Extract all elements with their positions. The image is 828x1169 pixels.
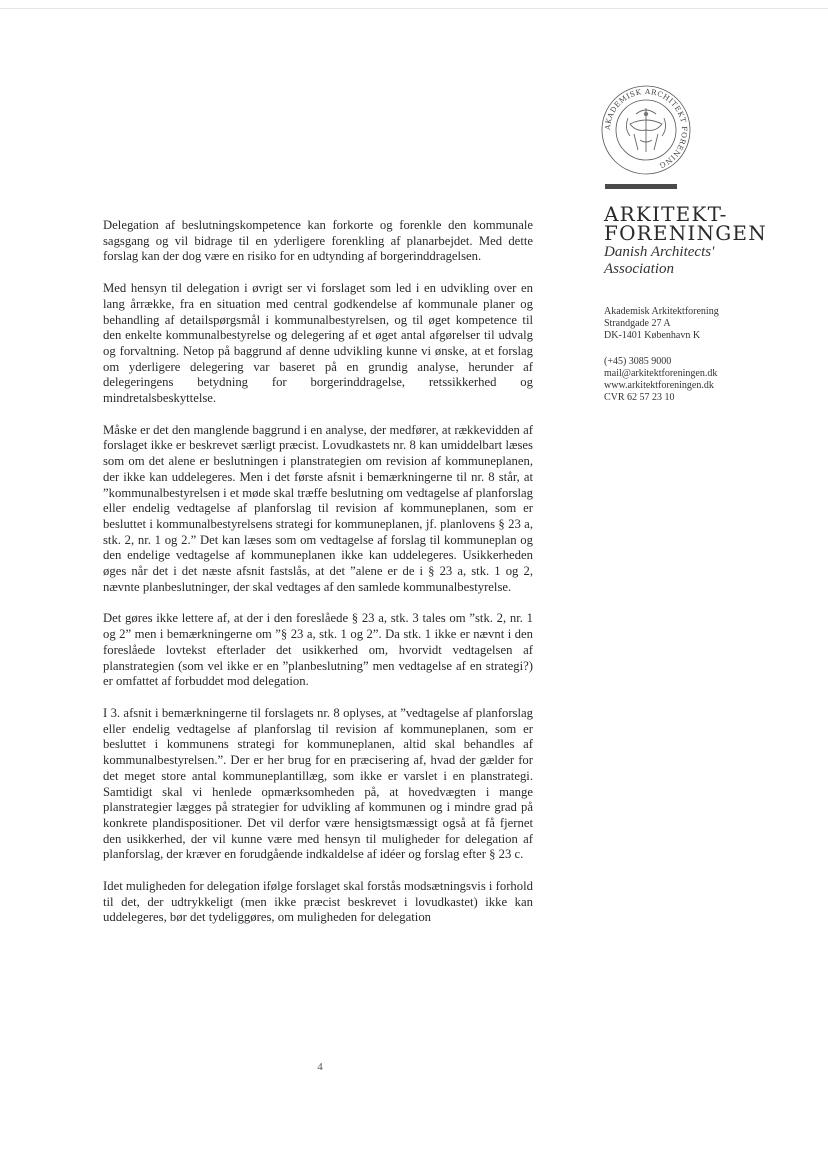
- seal-ring-text: AKADEMISK ARCHITEKT FORENING: [602, 86, 690, 171]
- contact-email: mail@arkitektforeningen.dk: [604, 368, 718, 379]
- contact-block: [604, 356, 819, 404]
- address-line-org: Akademisk Arkitektforening: [604, 306, 719, 317]
- org-subtitle: [604, 244, 819, 278]
- body-paragraph: Måske er det den manglende baggrund i en analyse, der medfører, at rækkevidden af forslaget ikke er beskrevet særligt præcist. Lovudkastets nr. 8 kan umiddelbart læses som om det alene er beslutningen i planstrategien om revision af kommuneplanen, der ikke kan uddelegeres. Men i det første afsnit i bemærkningerne til nr. 8 står, at ”kommunalbestyrelsen i et møde skal træffe beslutning om vedtagelse af planforslag eller endelig vedtagelse af planforslag til revision af kommuneplanen, som er besluttet i kommunalbestyrelsens strategi for kommuneplanen, jf. planlovens § 23 a, stk. 2, nr. 1 og 2.” Det kan læses som om vedtagelse af forslag til kommuneplan og den endelige vedtagelse af kommuneplanen ikke kan uddelegeres. Usikkerheden øges når det i det næste afsnit fastslås, at det ”alene er de i § 23 a, stk. 1 og 2, nævnte planbeslutninger, der skal vedtages af den samlede kommunalbestyrelse.: [103, 422, 533, 594]
- contact-website: www.arkitektforeningen.dk: [604, 380, 714, 391]
- org-name-line-1: ARKITEKT-: [604, 202, 728, 226]
- contact-cvr: CVR 62 57 23 10: [604, 392, 675, 403]
- letter-body: [103, 218, 533, 942]
- org-subtitle-line-1: Danish Architects': [604, 244, 715, 260]
- body-paragraph: Med hensyn til delegation i øvrigt ser vi forslaget som led i en udvikling over en lang årrække, fra en situation med central godkendelse af kommunale planer og behandling af detailspørgsmål i kommunalbestyrelsen, og til øget kompetence til den enkelte kommunalbestyrelse og delegering af et øget antal afgørelser til udvalg og forvaltning. Netop på baggrund af denne udvikling kunne vi ønske, at et forslag om yderligere delegering var baseret på en grundig analyse, herunder af delegeringens betydning for borgerinddragelse, retssikkerhed og mindretalsbeskyttelse.: [103, 281, 533, 406]
- logo-divider-bar: [605, 184, 677, 189]
- address-line-city: DK-1401 København K: [604, 330, 701, 341]
- body-paragraph: I 3. afsnit i bemærkningerne til forslagets nr. 8 oplyses, at ”vedtagelse af planforslag eller endelig vedtagelse af planforslag til revision af kommuneplanen, som er besluttet i kommunens strategi for kommuneplanen, altid skal behandles af kommunalbestyrelsen.”. Der er her brug for en præcisering af, hvad der gælder for det meget store antal kommuneplantillæg, som ikke er varslet i en planstrategi. Samtidigt skal vi henlede opmærksomheden på, at hovedvægten i mange planstrategier lægges på strategier for udvikling af kommunen og i mindre grad på konkrete plandispositioner. Det vil derfor være hensigtsmæssigt også at få fjernet den usikkerhed, der vil kunne være med hensyn til muligheder for delegation af planforslag, der kræver en forudgående indkaldelse af idéer og forslag efter § 23 c.: [103, 705, 533, 862]
- contact-phone: (+45) 3085 9000: [604, 356, 672, 367]
- org-name: [604, 202, 819, 245]
- body-paragraph: Det gøres ikke lettere af, at der i den foreslåede § 23 a, stk. 3 tales om ”stk. 2, nr. 1 og 2” men i bemærkningerne om ”§ 23 a, stk. 1 og 2”. Da stk. 1 ikke er nævnt i den foreslåede lovtekst efterlader det usikkerhed om, hvorvidt vedtagelsen af planstrategien (som vel ikke er en ”planbeslutning” men vedtagelse af en strategi?) er omfattet af forbuddet mod delegation.: [103, 611, 533, 689]
- association-seal-logo: [600, 84, 692, 176]
- scan-edge-line: [0, 8, 828, 9]
- address-block: [604, 306, 819, 342]
- body-paragraph: Idet muligheden for delegation ifølge forslaget skal forstås modsætningsvis i forhold til det, der udtrykkeligt (men ikke præcist beskrevet i lovudkastet) ikke kan uddelegeres, bør det tydeliggøres, om muligheden for delegation: [103, 879, 533, 925]
- address-line-street: Strandgade 27 A: [604, 318, 671, 329]
- page-number: 4: [317, 1061, 323, 1073]
- org-name-line-2: FORENINGEN: [604, 221, 767, 245]
- body-paragraph: Delegation af beslutningskompetence kan forkorte og forenkle den kommunale sagsgang og vil bidrage til en yderligere forenkling af planarbejdet. Med dette forslag kan der dog være en risiko for en udtynding af borgerinddragelsen.: [103, 218, 533, 264]
- org-subtitle-line-2: Association: [604, 261, 674, 277]
